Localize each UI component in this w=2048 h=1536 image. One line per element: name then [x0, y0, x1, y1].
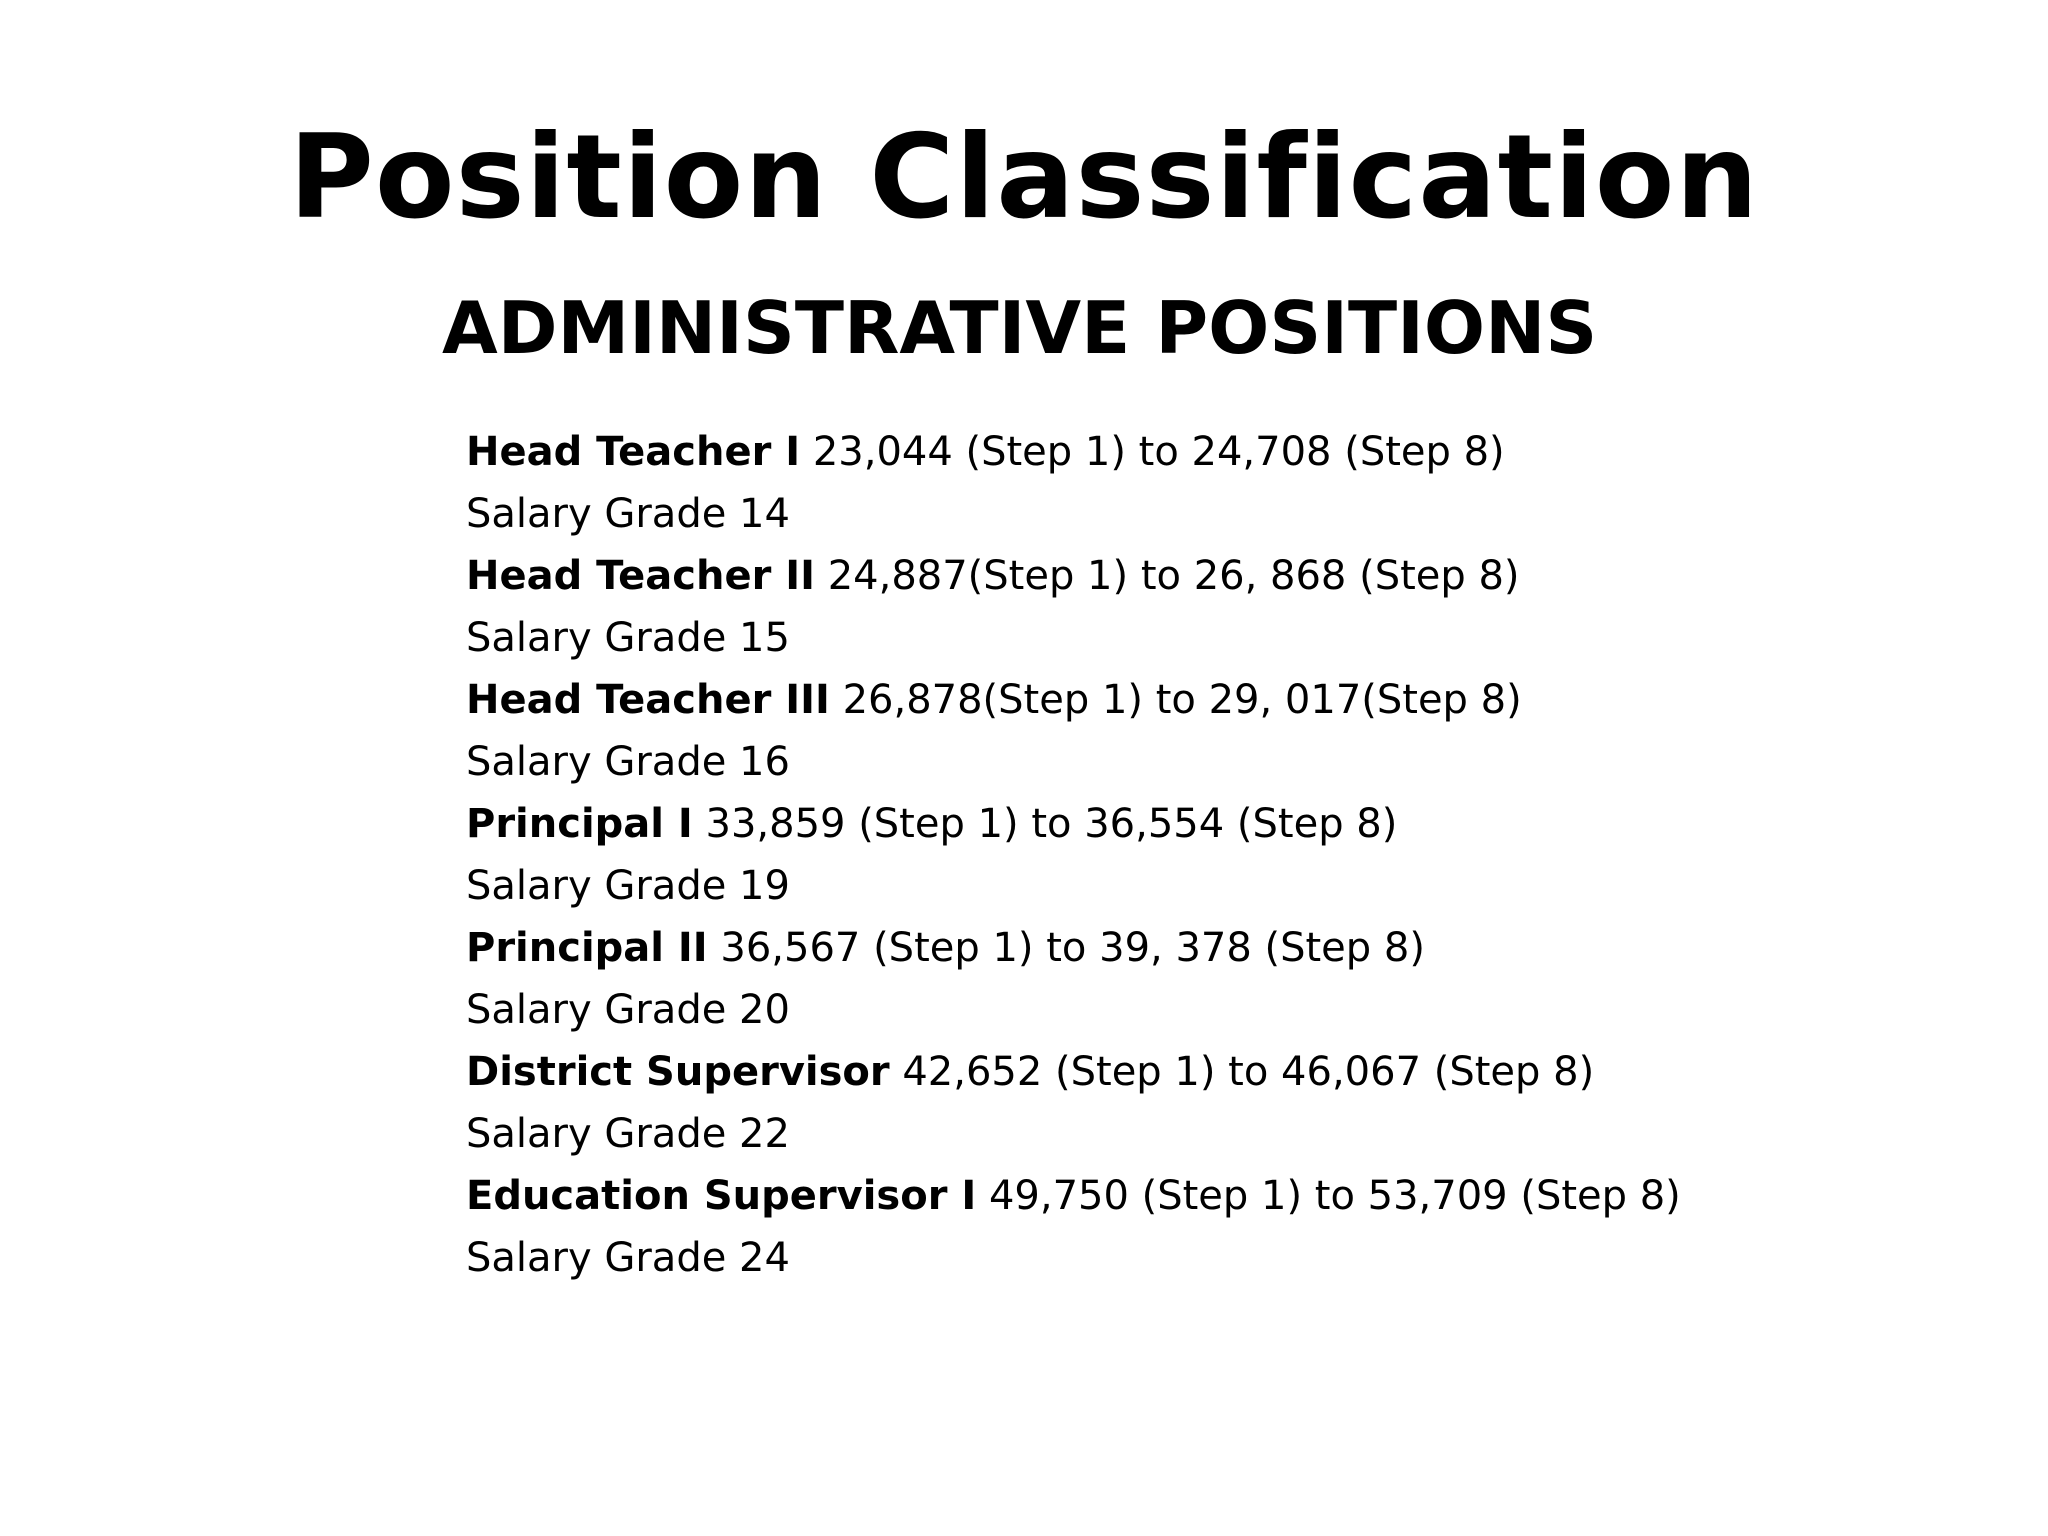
list-item	[466, 793, 1681, 917]
salary-range: 36,567 (Step 1) to 39, 378 (Step 8)	[707, 925, 1425, 971]
salary-range: 42,652 (Step 1) to 46,067 (Step 8)	[889, 1049, 1595, 1095]
salary-range: 26,878(Step 1) to 29, 017(Step 8)	[829, 677, 1522, 723]
list-item	[466, 545, 1681, 669]
position-row	[466, 1041, 1681, 1103]
position-name: District Supervisor	[466, 1049, 890, 1095]
page-title: Position Classification	[288, 110, 1760, 245]
salary-range: 33,859 (Step 1) to 36,554 (Step 8)	[692, 801, 1398, 847]
list-item	[466, 917, 1681, 1041]
salary-grade: Salary Grade 22	[466, 1111, 790, 1157]
section-heading: ADMINISTRATIVE POSITIONS	[442, 286, 1598, 370]
position-row	[466, 421, 1681, 483]
position-list	[466, 421, 1681, 1289]
position-name: Head Teacher II	[466, 553, 815, 599]
position-name: Head Teacher III	[466, 677, 830, 723]
position-row	[466, 545, 1681, 607]
position-name: Principal I	[466, 801, 693, 847]
salary-grade: Salary Grade 19	[466, 863, 790, 909]
position-row	[466, 669, 1681, 731]
list-item	[466, 1165, 1681, 1289]
list-item	[466, 1041, 1681, 1165]
list-item	[466, 669, 1681, 793]
list-item	[466, 421, 1681, 545]
salary-range: 24,887(Step 1) to 26, 868 (Step 8)	[814, 553, 1520, 599]
salary-grade: Salary Grade 15	[466, 615, 790, 661]
position-row	[466, 917, 1681, 979]
position-row	[466, 1165, 1681, 1227]
salary-range: 23,044 (Step 1) to 24,708 (Step 8)	[800, 429, 1505, 475]
position-name: Principal II	[466, 925, 708, 971]
salary-grade: Salary Grade 14	[466, 491, 790, 537]
salary-grade: Salary Grade 16	[466, 739, 790, 785]
position-name: Head Teacher I	[466, 429, 801, 475]
salary-grade: Salary Grade 24	[466, 1235, 790, 1281]
position-row	[466, 793, 1681, 855]
salary-grade: Salary Grade 20	[466, 987, 790, 1033]
salary-range: 49,750 (Step 1) to 53,709 (Step 8)	[976, 1173, 1681, 1219]
position-name: Education Supervisor I	[466, 1173, 977, 1219]
